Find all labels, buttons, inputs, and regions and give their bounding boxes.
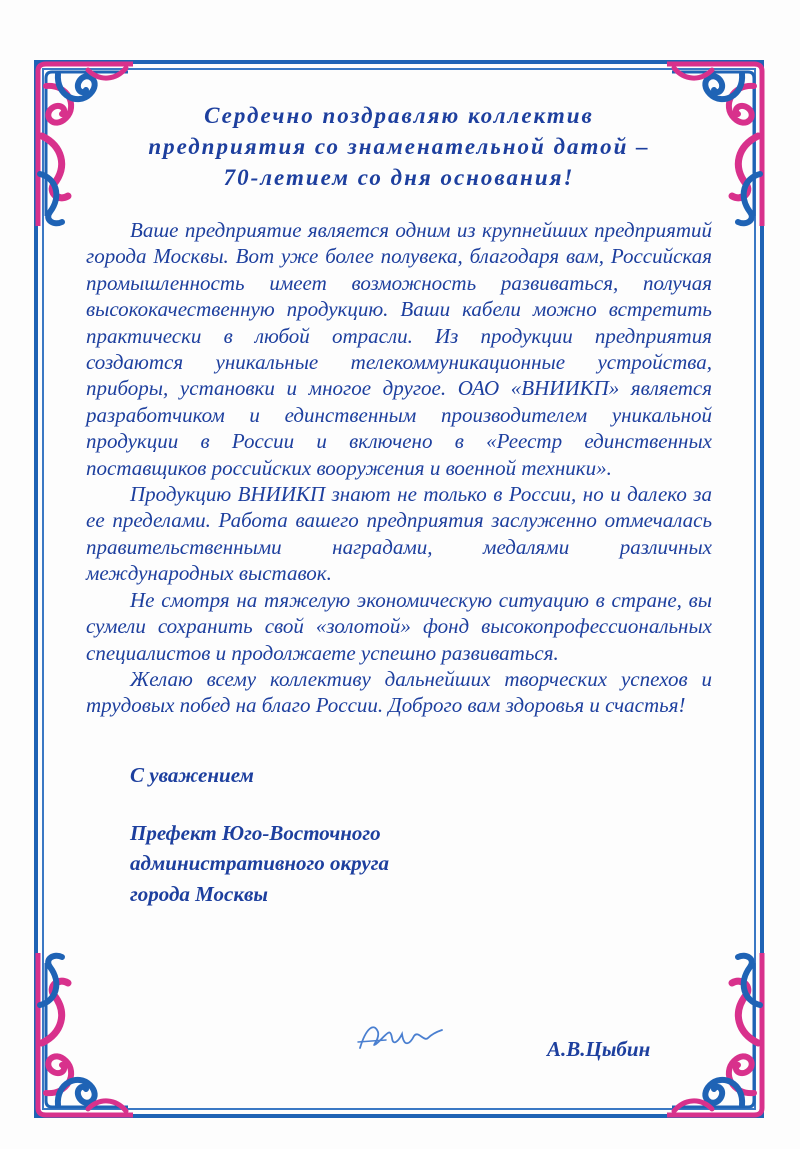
heading-line-1: Сердечно поздравляю коллектив — [204, 103, 594, 128]
body-paragraph-1: Ваше предприятие является одним из крупнейших предприятий города Москвы. Вот уже более полувека, благодаря вам, Российская промышленность имеет возможность развиваться, получая высококачественную продукцию. Ваши кабели можно встретить практически в любой отрасли. Из продукции предприятия создаются уникальные телекоммуникационные устройства, приборы, установки и многое другое. ОАО «ВНИИКП» является разработчиком и единственным производителем уникальной продукции в России и включено в «Реестр единственных поставщиков российских вооружения и военной техники». — [86, 218, 712, 480]
letter-content — [86, 100, 712, 909]
signatory-title — [130, 818, 712, 910]
letter-body — [86, 217, 712, 719]
body-paragraph-3: Не смотря на тяжелую экономическую ситуацию в стране, вы сумели сохранить свой «золотой» фонд высокопрофессиональных специалистов и продолжаете успешно развиваться. — [86, 587, 712, 665]
signatory-title-line-3: города Москвы — [130, 881, 268, 906]
corner-ornament-bottom-left — [28, 948, 138, 1123]
signer-name: А.В.Цыбин — [547, 1037, 651, 1061]
closing-salutation: С уважением — [130, 762, 254, 787]
body-paragraph-2: Продукцию ВНИИКП знают не только в России, но и далеко за ее пределами. Работа вашего предприятия заслуженно отмечалась правительственными наградами, медалями различных международных выставок. — [86, 482, 712, 586]
letter-heading — [86, 100, 712, 193]
heading-line-2: предприятия со знаменательной датой – — [148, 134, 650, 159]
signatory-title-line-1: Префект Юго-Восточного — [130, 820, 381, 845]
handwritten-signature — [356, 1018, 444, 1056]
corner-ornament-bottom-right — [662, 948, 772, 1123]
signatory-title-line-2: административного округа — [130, 851, 389, 876]
body-paragraph-4: Желаю всему коллективу дальнейших творческих успехов и трудовых побед на благо России. Доброго вам здоровья и счастья! — [86, 666, 712, 718]
heading-line-3: 70-летием со дня основания! — [223, 165, 575, 190]
